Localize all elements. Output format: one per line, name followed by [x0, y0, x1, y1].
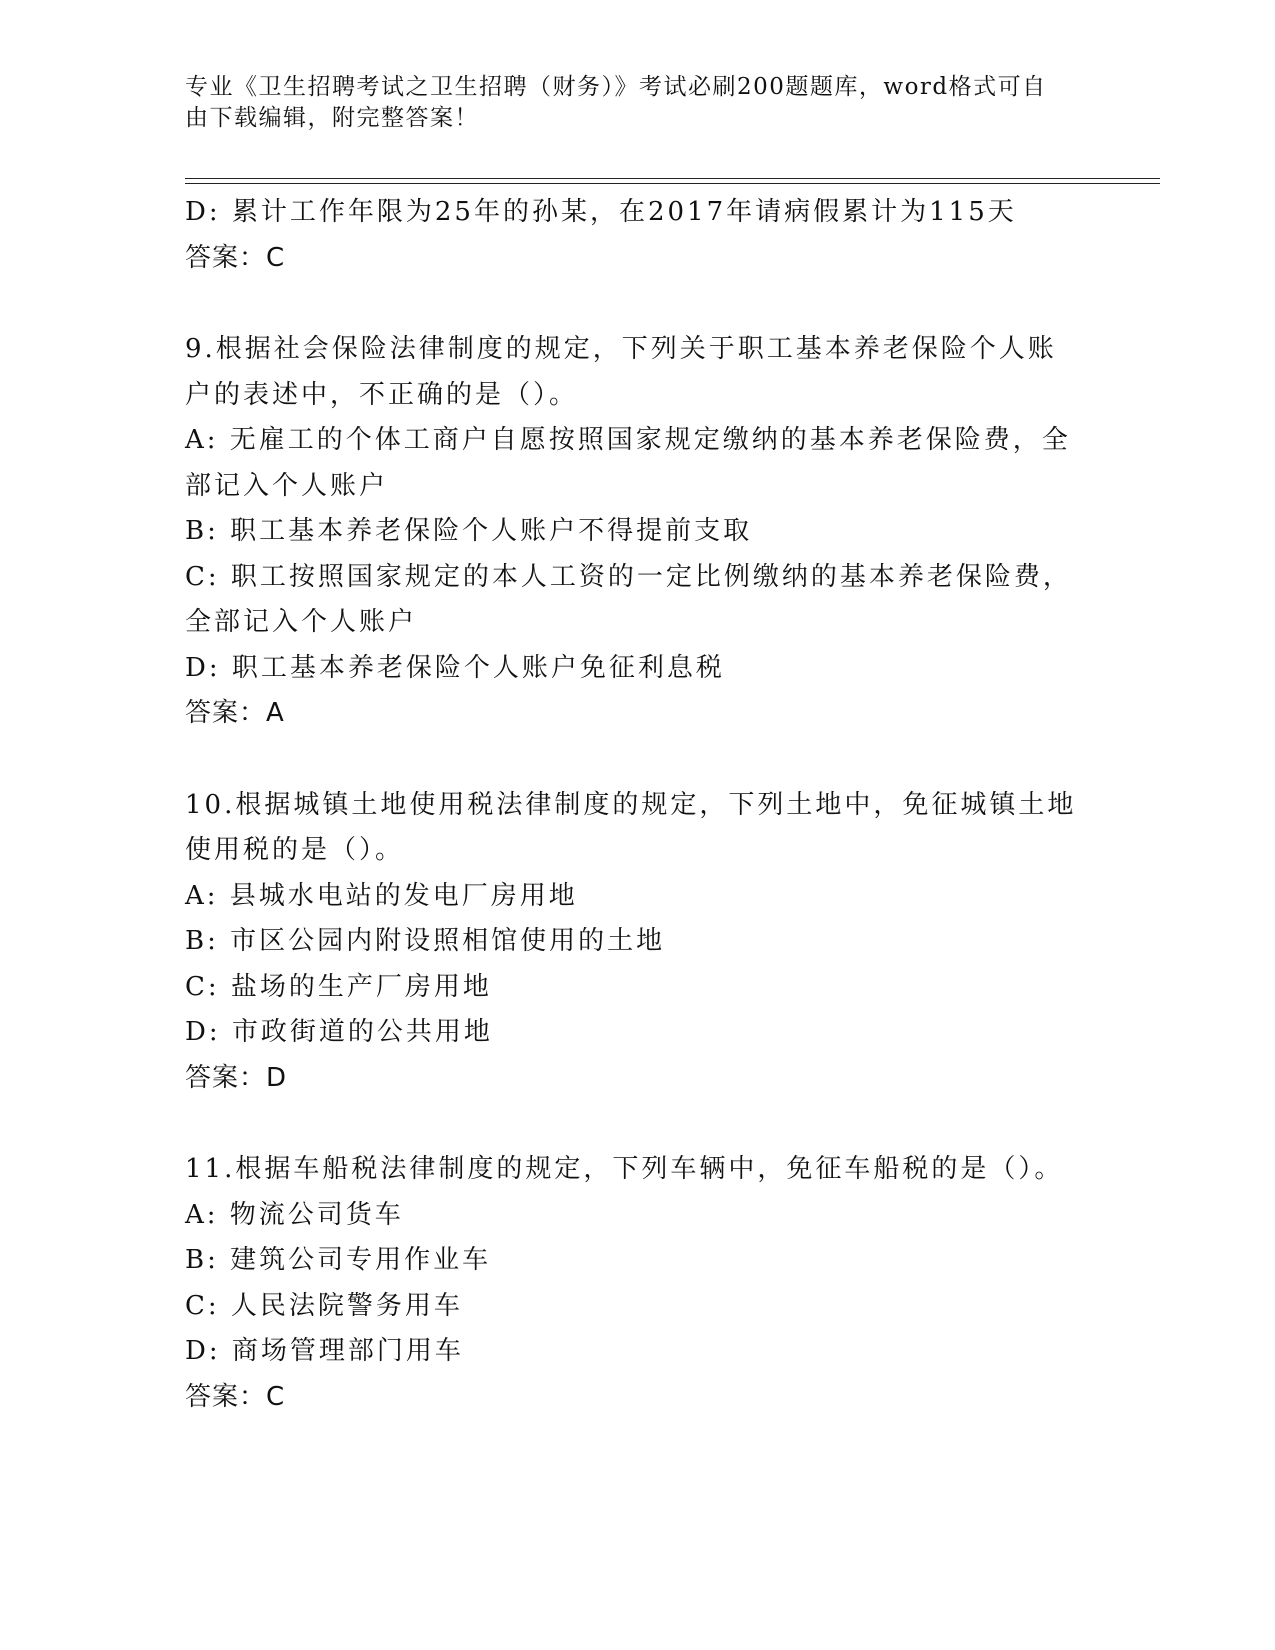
question-stem: 11.根据车船税法律制度的规定，下列车辆中，免征车船税的是（）。	[185, 1154, 1064, 1184]
option-line: A: 物流公司货车	[185, 1199, 404, 1230]
header-line-1: 专业《卫生招聘考试之卫生招聘（财务）》考试必刷200题题库，word格式可自	[185, 74, 1047, 100]
option-line: 部记入个人账户	[185, 470, 389, 501]
option-line: C: 职工按照国家规定的本人工资的一定比例缴纳的基本养老保险费，	[185, 561, 1072, 592]
answer-line: 答案：D	[185, 1062, 288, 1093]
question-stem: 使用税的是（）。	[185, 835, 405, 865]
question-stem: 9.根据社会保险法律制度的规定，下列关于职工基本养老保险个人账	[185, 334, 1057, 364]
option-line: 全部记入个人账户	[185, 607, 418, 637]
question-list	[185, 190, 1085, 1420]
header-rule-thick	[185, 178, 1160, 179]
option-line: C: 盐场的生产厂房用地	[185, 971, 492, 1002]
header-line-2: 由下载编辑，附完整答案！	[185, 105, 479, 131]
option-line: B: 建筑公司专用作业车	[185, 1245, 492, 1275]
question-stem: 10.根据城镇土地使用税法律制度的规定，下列土地中，免征城镇土地	[185, 789, 1077, 820]
question-block-11	[185, 1147, 1085, 1420]
option-line: D: 累计工作年限为25年的孙某，在2017年请病假累计为115天	[185, 197, 1017, 227]
header-rule-thin	[185, 183, 1160, 184]
option-line: C: 人民法院警务用车	[185, 1290, 463, 1321]
question-block-8-tail	[185, 190, 1085, 281]
option-line: D: 市政街道的公共用地	[185, 1017, 493, 1047]
option-line: D: 职工基本养老保险个人账户免征利息税	[185, 652, 725, 683]
answer-line: 答案：A	[185, 698, 285, 728]
option-line: B: 职工基本养老保险个人账户不得提前支取	[185, 516, 753, 546]
option-line: A: 县城水电站的发电厂房用地	[185, 880, 578, 911]
question-block-9	[185, 327, 1085, 737]
answer-line: 答案：C	[185, 242, 286, 273]
page-header	[185, 72, 1065, 134]
question-stem: 户的表述中，不正确的是（）。	[185, 379, 579, 410]
option-line: B: 市区公园内附设照相馆使用的土地	[185, 926, 666, 956]
answer-line: 答案：C	[185, 1381, 286, 1412]
question-block-10	[185, 783, 1085, 1102]
option-line: A: 无雇工的个体工商户自愿按照国家规定缴纳的基本养老保险费，全	[185, 425, 1071, 455]
option-line: D: 商场管理部门用车	[185, 1336, 464, 1366]
